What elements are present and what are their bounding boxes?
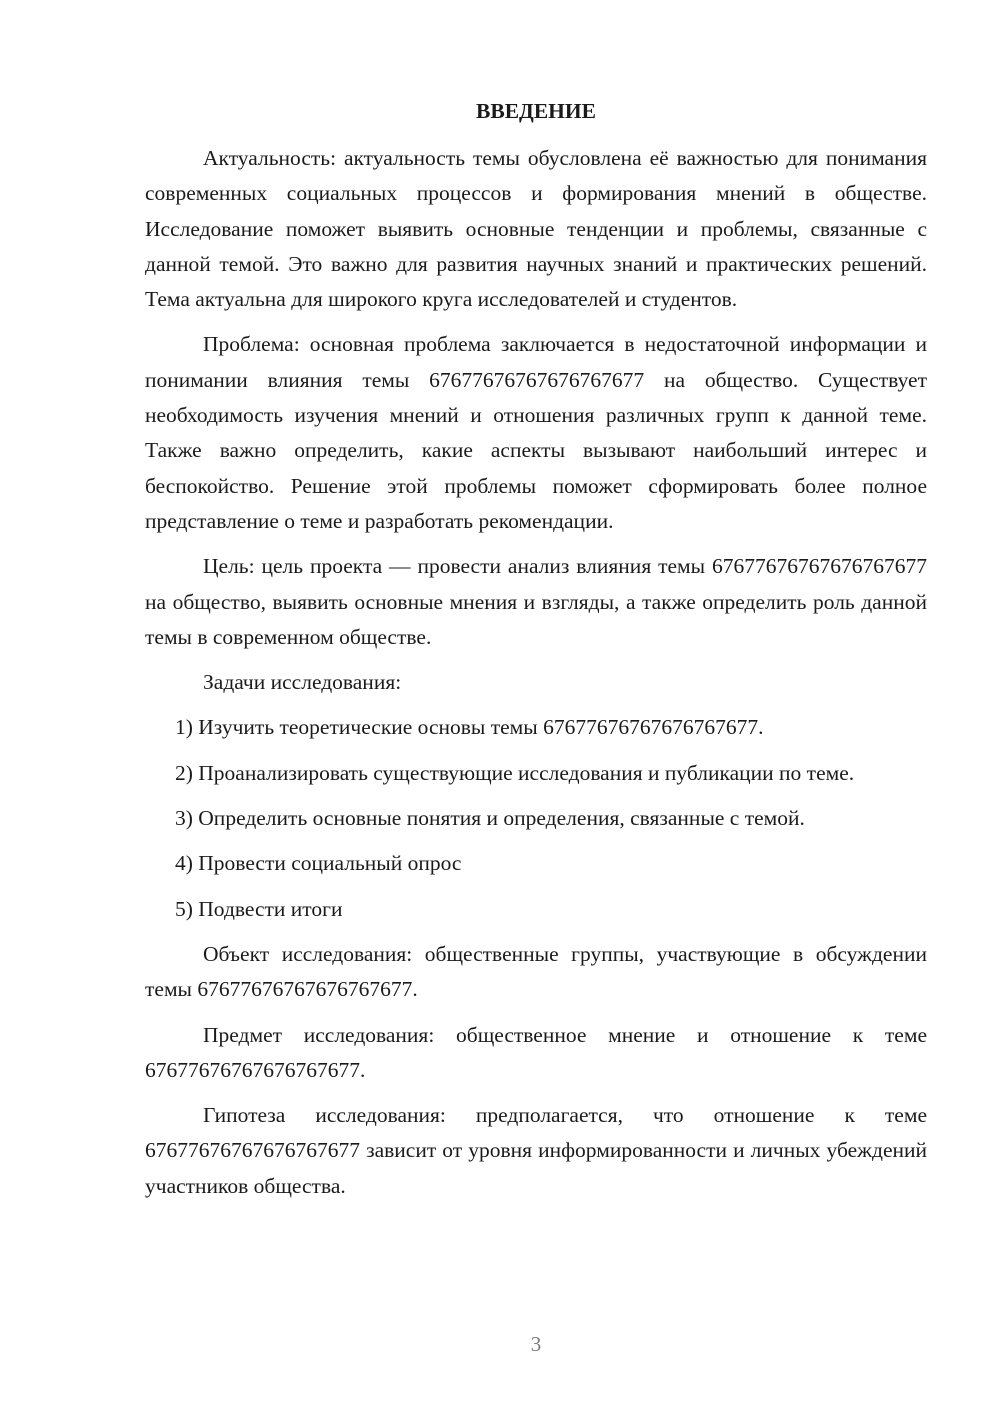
task-item: 1) Изучить теоретические основы темы 67677676767676767677. — [175, 715, 764, 740]
goal-paragraph: Цель: цель проекта — провести анализ влияния темы 67677676767676767677 на общество, выявить основные мнения и взгляды, а также определить роль данной темы в современном обществе. — [145, 554, 927, 649]
subject-paragraph: Предмет исследования: общественное мнение и отношение к теме 67677676767676767677. — [145, 1022, 927, 1082]
relevance-paragraph: Актуальность: актуальность темы обусловлена её важностью для понимания современных социальных процессов и формирования мнений в обществе. Исследование поможет выявить основные тенденции и проблемы, связанные с данной темой. Это важно для развития научных знаний и практических решений. Тема актуальна для широкого круга исследователей и студентов. — [145, 146, 927, 312]
tasks-heading: Задачи исследования: — [203, 670, 402, 695]
task-item: 4) Провести социальный опрос — [175, 851, 462, 876]
section-title: ВВЕДЕНИЕ — [476, 99, 596, 123]
task-item: 3) Определить основные понятия и определения, связанные с темой. — [175, 806, 805, 831]
hypothesis-paragraph: Гипотеза исследования: предполагается, что отношение к теме 67677676767676767677 зависит от уровня информированности и личных убеждений участников общества. — [145, 1103, 927, 1198]
task-item: 5) Подвести итоги — [175, 896, 343, 921]
task-item: 2) Проанализировать существующие исследования и публикации по теме. — [175, 760, 855, 785]
document-body — [145, 94, 927, 1214]
page-number: 3 — [530, 1332, 542, 1356]
object-paragraph: Объект исследования: общественные группы, участвующие в обсуждении темы 67677676767676767677. — [145, 941, 927, 1002]
problem-paragraph: Проблема: основная проблема заключается в недостаточной информации и понимании влияния темы 67677676767676767677 на общество. Существует необходимость изучения мнений и отношения различных групп к данной теме. Также важно определить, какие аспекты вызывают наибольший интерес и беспокойство. Решение этой проблемы поможет сформировать более полное представление о теме и разработать рекомендации. — [145, 332, 927, 533]
